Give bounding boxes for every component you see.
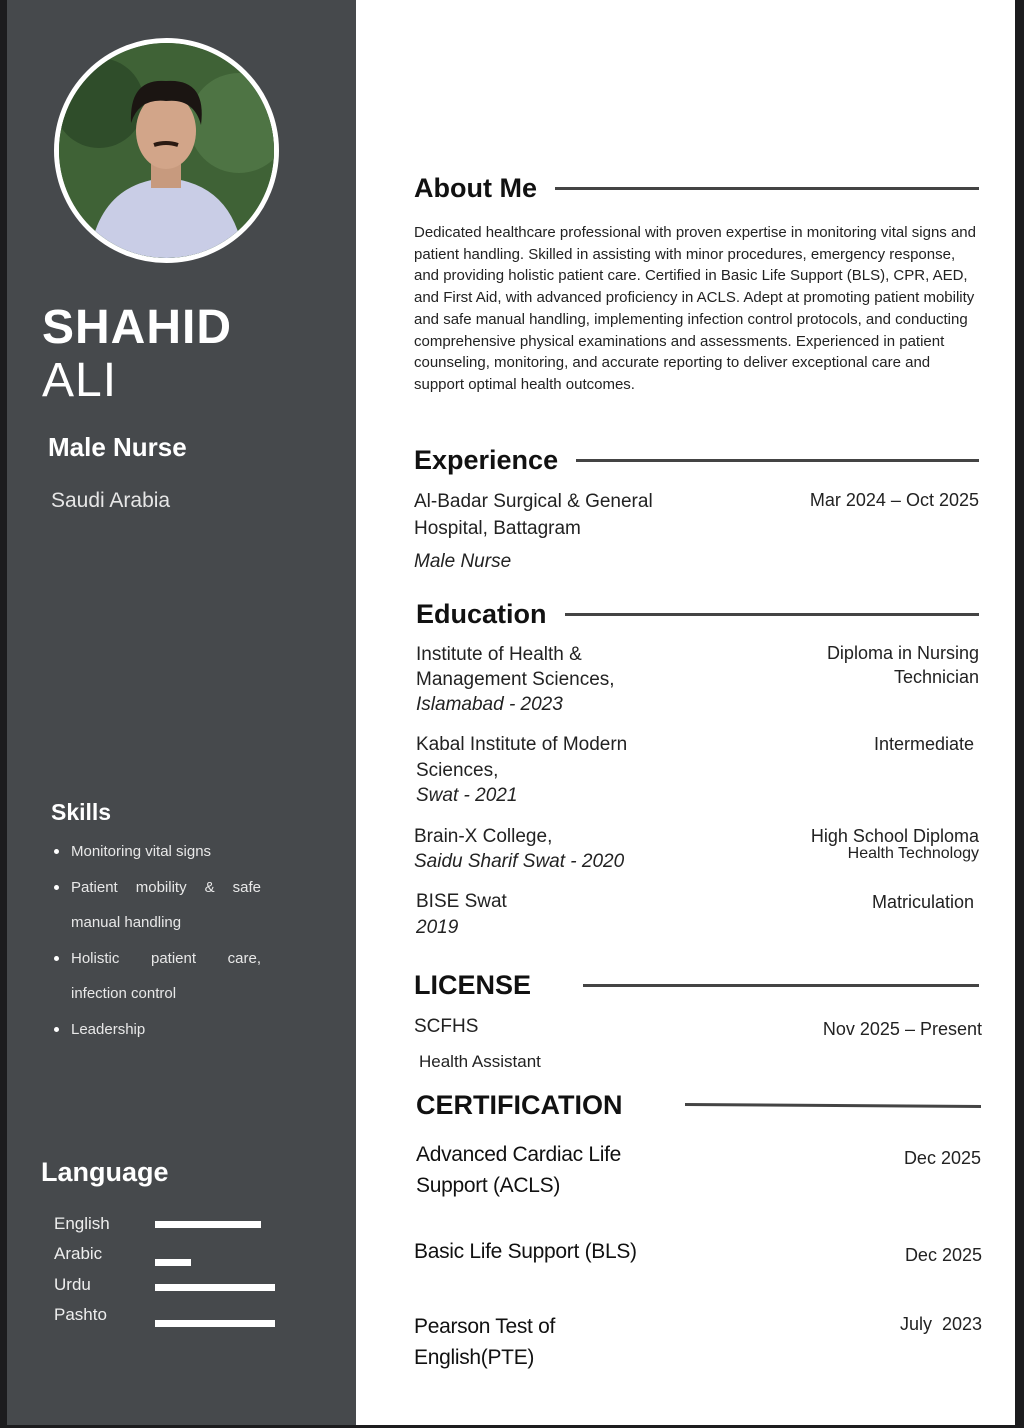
language-heading: Language — [41, 1157, 169, 1187]
education-degree: Diploma in Nursing — [826, 643, 979, 663]
education-school: Sciences, — [416, 760, 499, 781]
job-title: Male Nurse — [48, 432, 187, 462]
education-school: Kabal Institute of Modern — [416, 734, 628, 755]
license-section-header — [414, 970, 979, 1001]
certification-date: Dec 2025 — [903, 1148, 981, 1168]
experience-role: Male Nurse — [414, 551, 512, 572]
divider — [555, 187, 979, 190]
skills-heading: Skills — [51, 799, 112, 825]
education-section-header — [416, 599, 979, 630]
certification-heading: CERTIFICATION — [416, 1090, 623, 1120]
language-level-bar — [155, 1284, 275, 1291]
language-level-bar — [155, 1221, 261, 1228]
certification-section-header — [416, 1090, 981, 1121]
education-degree: Intermediate — [873, 734, 974, 754]
experience-heading: Experience — [414, 445, 559, 475]
about-section-header — [414, 173, 979, 204]
education-place: Swat - 2021 — [416, 785, 518, 806]
about-text: Dedicated healthcare professional with proven expertise in monitoring vital signs and patient handling. Skilled in assisting with minor procedures, emergency response, and providing holistic patient care. Certified in Basic Life Support (BLS), CPR, AED, and First Aid, with advanced proficiency in ACLS. Adept at promoting patient mobility and safe manual handling, implementing infection control protocols, and conducting comprehensive physical examinations and assessments. Experienced in patient counseling, monitoring, and accurate reporting to deliver exceptional care and support optimal health outcomes. — [414, 224, 976, 393]
divider — [685, 1103, 981, 1108]
certification-name: Advanced Cardiac Life — [416, 1143, 621, 1166]
education-place: Islamabad - 2023 — [416, 694, 563, 715]
education-degree: High School Diploma — [810, 826, 979, 846]
skill-item: Monitoring vital signs — [51, 834, 261, 870]
experience-org: Hospital, Battagram — [414, 518, 581, 539]
certification-name: Support (ACLS) — [416, 1174, 561, 1197]
certification-name: Pearson Test of — [414, 1315, 556, 1338]
license-heading: LICENSE — [414, 970, 532, 1000]
certification-date: Dec 2025 — [904, 1245, 982, 1265]
language-name: Pashto — [54, 1305, 107, 1324]
experience-org: Al-Badar Surgical & General — [414, 491, 653, 512]
language-level-bar — [155, 1320, 275, 1327]
experience-dates: Mar 2024 – Oct 2025 — [809, 490, 979, 510]
skill-item: Leadership — [51, 1012, 261, 1048]
certification-name: English(PTE) — [414, 1346, 535, 1369]
education-place: 2019 — [416, 917, 459, 938]
education-school: Management Sciences, — [416, 669, 615, 690]
license-role: Health Assistant — [419, 1052, 541, 1071]
main-content — [356, 0, 1015, 1425]
skills-list — [51, 834, 261, 1047]
education-school: Institute of Health & — [416, 644, 582, 665]
divider — [583, 984, 979, 987]
education-place: Saidu Sharif Swat - 2020 — [414, 851, 625, 872]
last-name: ALI — [42, 354, 118, 407]
skill-item: Patient mobility & safe manual handling — [51, 870, 261, 941]
sidebar — [7, 0, 356, 1425]
experience-section-header — [414, 445, 979, 476]
education-degree: Health Technology — [847, 845, 979, 862]
location: Saudi Arabia — [51, 489, 171, 512]
certification-name: Basic Life Support (BLS) — [414, 1240, 637, 1263]
first-name: SHAHID — [42, 301, 233, 354]
language-name: Arabic — [54, 1244, 103, 1263]
education-school: Brain-X College, — [414, 826, 553, 847]
profile-photo — [54, 38, 279, 263]
language-level-bar — [155, 1259, 191, 1266]
skill-item: Holistic patient care, infection control — [51, 941, 261, 1012]
about-heading: About Me — [414, 173, 537, 203]
education-degree: Matriculation — [871, 892, 974, 912]
certification-date: July 2023 — [899, 1314, 982, 1334]
license-name: SCFHS — [414, 1016, 479, 1037]
divider — [565, 613, 979, 616]
education-heading: Education — [416, 599, 547, 629]
language-name: English — [54, 1214, 110, 1233]
education-school: BISE Swat — [416, 891, 507, 912]
education-degree: Technician — [893, 667, 979, 687]
license-dates: Nov 2025 – Present — [822, 1019, 982, 1039]
language-name: Urdu — [54, 1275, 91, 1294]
divider — [576, 459, 979, 462]
